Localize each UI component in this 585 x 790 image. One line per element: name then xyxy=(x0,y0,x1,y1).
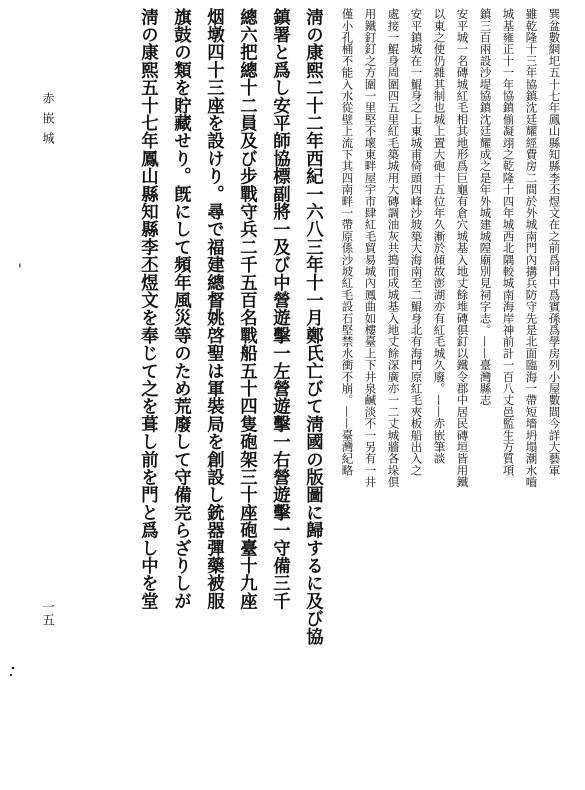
main-column-3: 總六把總十二員及び步戰守兵二千五百名戰船五十四隻砲架三十座砲臺十九座 xyxy=(236,8,257,610)
main-column-5: 旗鼓の類を貯藏せり。旣にして頻年風災等のため荒廢して守備完らざりしが xyxy=(170,8,191,610)
quote-column-1: 巽盆數網圯五十七年鳳山縣知縣李丕煜文在之前爲門中爲賓孫爲學房列小屋數間今詳大藝軍 xyxy=(547,8,562,476)
quote-column-7: 安平鎮城在一鯤身之上東城甫倚頭四峰沙坡築大海南至二鯤身北有海門原紅毛夾板船出入之 xyxy=(409,8,424,476)
quote-column-5: 安平城一名磚城紅毛相其地形爲巨龜有倉穴城基入地丈餘堆磚倶釘以鐵令郡中居民磚垣皆用鐵 xyxy=(455,8,470,488)
main-column-4: 烟墩四十三座を設けり。尋で福建總督姚啓聖は軍裝局を創設し銃器彈藥被服 xyxy=(203,8,224,610)
quote-column-8: 處接一鯤身周圍四五里紅毛築城用大磚調油灰共搗而成城基入地丈餘深廣亦一二丈城牆各垛倶 xyxy=(386,8,401,488)
page-number: 一五 xyxy=(39,600,54,626)
quote-column-3: 城基雍正十一年協鎮偂凝翊之乾隆十四年城西北隅較城南海岸神前計一百八丈邑監生方質項 xyxy=(501,8,516,476)
margin-mark: ' xyxy=(18,262,22,278)
main-column-1: 淸の康熙二十二年西紀一六八三年十一月鄭氏亡びて淸國の版圖に歸するに及び協 xyxy=(302,8,323,646)
running-title: 赤嵌城 xyxy=(41,92,55,152)
main-column-2: 鎮署と爲し安平師協標副將一及び中營遊擊一左營遊擊一右營遊擊一守備三千 xyxy=(269,8,290,610)
quote-column-10: 僅小孔桶不能入水從壁上流下其四南畔一帶原係沙坡紅毛設石堅禁水衝不崩。——臺灣紀略 xyxy=(340,8,355,476)
quote-column-4: 鎮三百兩設沙堤協鎮沈廷耀成之是年外城建城隍廟別見祠字志。——臺灣縣志 xyxy=(478,8,493,406)
main-column-6: 淸の康熙五十七年鳳山縣知縣李丕煜文を奉じて之を葺し前を門と爲し中を堂 xyxy=(137,8,158,610)
quote-column-9: 用鐵釘釘之方圍一里堅不壞東畔屋宇市肆紅毛貿易城內鳳曲如樓臺上下井泉鹹淡不一另有一井 xyxy=(363,8,378,488)
quote-column-6: 以東之使仍雜其制也城上置大砲十五位年久漸於傾故澎湖亦有紅毛城久廢。——赤嵌筆談 xyxy=(432,8,447,465)
ink-speck-marks xyxy=(9,666,17,678)
quote-column-2: 雖乾隆十三年協鎮沈廷耀經費房二間於外城南門內搆兵防守先是北面臨海一帶短墻坍塌潮水嚙 xyxy=(524,8,539,488)
